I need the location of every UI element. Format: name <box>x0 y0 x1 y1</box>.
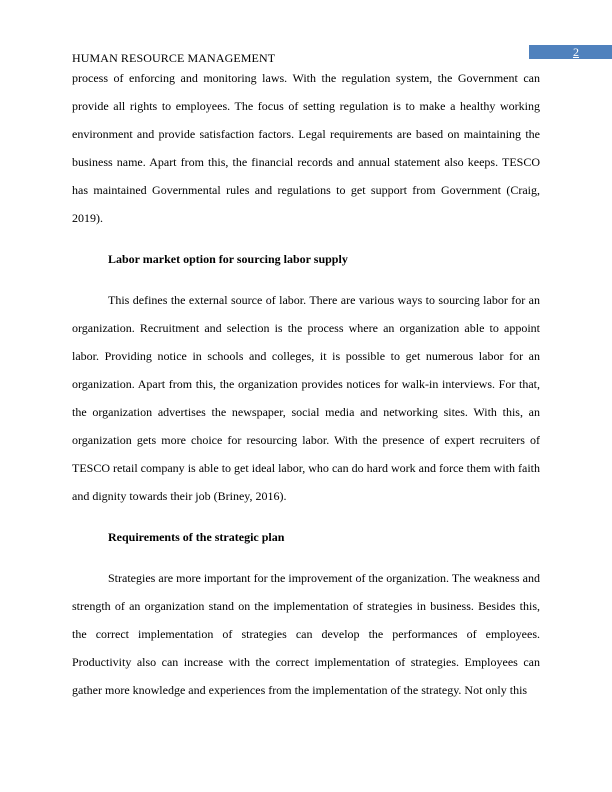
paragraph-intro: process of enforcing and monitoring laws. With the regulation system, the Government can provide all rights to employees. The focus of setting regulation is to make a healthy working environment and provide satisfaction factors. Legal requirements are based on maintaining the business name. Apart from this, the financial records and annual statement also keeps. TESCO has maintained Governmental rules and regulations to get support from Government (Craig, 2019). <box>72 71 540 225</box>
paragraph-strategic-plan: Strategies are more important for the improvement of the organization. The weakness and strength of an organization stand on the implementation of strategies in business. Besides this, the correct implementation of strategies can develop the performances of employees. Productivity also can increase with the correct implementation of strategies. Employees can gather more knowledge and experiences from the implementation of the strategy. Not only this <box>72 571 540 697</box>
page-number: 2 <box>529 45 612 59</box>
spacer <box>72 273 540 286</box>
paragraph-labor-market: This defines the external source of labor. There are various ways to sourcing labor for an organization. Recruitment and selection is the process where an organization able to appoint labor. Providing notice in schools and colleges, it is possible to get numerous labor for an organization. Apart from this, the organization provides notices for walk-in interviews. For that, the organization advertises the newspaper, social media and networking sites. With this, an organization gets more choice for resourcing labor. With the presence of expert recruiters of TESCO retail company is able to get ideal labor, who can do hard work and force them with faith and dignity towards their job (Briney, 2016). <box>72 293 540 503</box>
section-heading-strategic-plan: Requirements of the strategic plan <box>108 530 285 544</box>
running-head: HUMAN RESOURCE MANAGEMENT <box>72 51 276 65</box>
spacer <box>72 232 540 245</box>
section-heading-labor-market: Labor market option for sourcing labor supply <box>108 252 348 266</box>
spacer <box>72 510 540 523</box>
body-text <box>72 64 540 704</box>
spacer <box>72 551 540 564</box>
